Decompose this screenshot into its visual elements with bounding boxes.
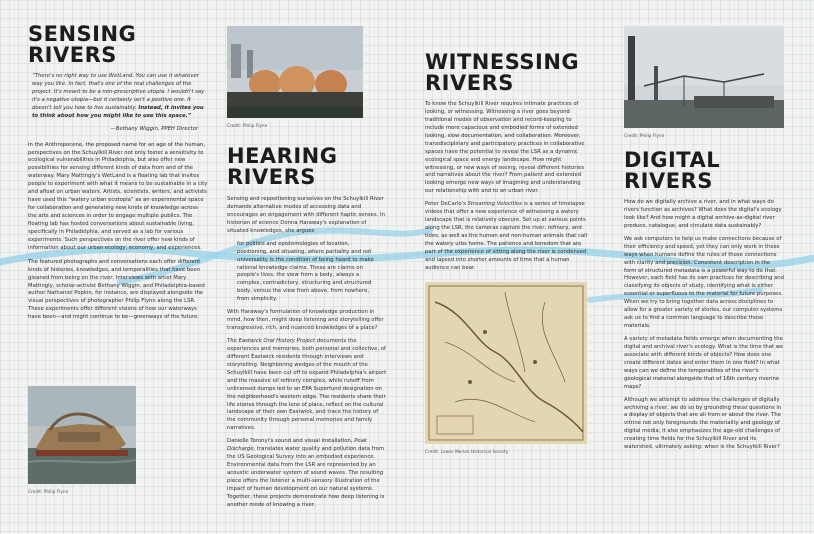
- witnessing-paragraph-2-a: Peter DeCarlo's: [425, 201, 468, 208]
- witnessing-paragraph-2-b: is a series of timelapse videos that offer a new experience of witnessing a watery landscape that is relatively obscure. Set up at various points along the LSR, the cameras capture the river, refinery, and tides, as well as the human and non-human animals that call the watery urbs home. The patience and boredom that are part of the experience of sitting along the river is condensed and lapsed into shorter amounts of time that a human audience can bear.: [425, 201, 588, 271]
- hearing-paragraph-2: With Haraway's formulation of knowledge production in mind, how then, might deep listening and storytelling offer transgressive, rich, and nuanced knowledges of a place?: [227, 309, 384, 332]
- hearing-paragraph-3-text: documents the experiences and memories, both personal and collective, of different Eastwick residents through interviews and storytelling. Neighboring wedges of the mouth of the Schuylkill have been cut off to expand Philadelphia's airport and the massive oil refinery complex, while runoff from unlicensed dumps led to an EPA Superfund designation on the neighborhood's western edge. The residents share their life stories through the lens of place, reflect on the cultural landscape of their own Eastwick, and trace the history of the community through personal memories and family narratives.: [227, 338, 387, 432]
- witnessing-paragraph-2: [425, 201, 591, 272]
- sensing-quote: [32, 73, 208, 121]
- sensing-rivers-column: [28, 24, 208, 327]
- hearing-paragraph-4: [227, 438, 387, 509]
- sensing-photo-block: [28, 386, 136, 495]
- sensing-attribution: —Bethany Wiggin, PPEH Director: [110, 125, 198, 132]
- hearing-photo-credit: Credit: Philip Flynn: [227, 124, 268, 129]
- hearing-title-line-1: HEARING: [227, 144, 338, 168]
- sensing-quote-text: “There's no right way to use WetLand. You can use it whatever way you like. In fact, that's one of the real challenges of the project. It's meant to be a non-prescriptive utopia. I wouldn't say it's a negative utopia—but it certainly isn't a positive one. It doesn't tell you how to live sustainably.: [32, 73, 205, 111]
- hearing-photo-block: [227, 26, 363, 129]
- hearing-title: [227, 146, 387, 188]
- digital-rivers-column: [624, 150, 784, 457]
- witnessing-paragraph-1: To know the Schuylkill River requires intimate practices of looking, or witnessing. Witnessing a river goes beyond traditional modes of observation and record-keeping to include more capacious and embodied forms of extended looking, slow documentation, and collaboration. Moreover, transdisciplinary and participatory practices in collaborative spaces have the potential to reveal the LSR as a dynamic ecological space and energy landscape. How might witnessing, or new ways of seeing, reveal different histories and narratives about the river? From patient and extended looking emerge new ways of imagining and understanding our relationship with and to an urban river.: [425, 101, 585, 195]
- witnessing-map-credit: Credit: Lower Merion Historical Society: [425, 450, 509, 455]
- digital-title-line-1: DIGITAL: [624, 148, 721, 172]
- witnessing-rivers-column: [425, 52, 591, 278]
- hearing-paragraph-4-b: , translates water quality and pollution data from the US Geological Survey into an embodied experience. Environmental data from the LSR are represented by an acoustic underwater system of sound waves. The resulting piece offers the listener a multi-sensory illustration of the impact of human development on our natural systems. Together, these projects demonstrate how deep listening is another mode of knowing a river.: [227, 446, 385, 508]
- digital-paragraph-3: A variety of metadata fields emerge when documenting the digital and archival river's ecology. What is the time that we associate with different kinds of objects? How does one create different dates and enter them in one field? In what ways can we define the temporalities of the river's geological material alongside that of 16th century riverine maps?: [624, 336, 784, 390]
- refinery-tanks-photo: [227, 26, 363, 118]
- sensing-title-line-2: RIVERS: [28, 43, 117, 67]
- smokestack-photo: [624, 26, 784, 128]
- hearing-title-line-2: RIVERS: [227, 165, 316, 189]
- digital-paragraph-1: How do we digitally archive a river, and in what ways do rivers function as archives? What does the digital's ecology look like? And how might a digital archive-as-digital river produce, catalogue, and circulate data sustainably?: [624, 199, 782, 229]
- hearing-rivers-column: [227, 146, 387, 515]
- digital-paragraph-4: Although we attempt to address the challenges of digitally archiving a river, we do so by grounding these questions in a display of objects that are all from or about the river. The vitrine not only foregrounds the materiality and geology of digital media; it also emphasizes the age-old challenges of creating time fields for the Schuylkill River and its watershed, ultimately asking: when is the Schuylkill River?: [624, 396, 782, 451]
- hearing-paragraph-3: [227, 338, 387, 433]
- witnessing-title-line-1: WITNESSING: [425, 50, 580, 74]
- hearing-paragraph-4-a: Danielle Toronyi's sound and visual installation,: [227, 438, 355, 445]
- streaming-velocities-title: Streaming Velocities: [467, 201, 522, 208]
- historical-river-map: [425, 282, 587, 444]
- wetland-boat-photo: [28, 386, 136, 484]
- sensing-paragraph-2: The featured photographs and conversations each offer different kinds of histories, knowledges, and temporalities that have been gleaned from being on the river: Interviews with artist Mary Mattingly, scholar-activist Bethany Wiggin, and Philadelphia-based author Nathaniel Popkin, for instance, are displayed alongside the visual perspectives of photographer Philip Flynn along the LSR. These experiments offer different visions of how our waterways have been—and might continue to be—greenways of the future.: [28, 258, 205, 321]
- digital-photo-block: [624, 26, 784, 139]
- sensing-quote-bold: Instead, it invites you to think about how you might like to use this space.”: [32, 104, 204, 119]
- witnessing-map-block: [425, 282, 587, 455]
- peak-discharge-title: Peak Discharge: [227, 438, 367, 453]
- sensing-title-line-1: SENSING: [28, 22, 137, 46]
- eastwick-project-title: The Eastwick Oral History Project: [227, 338, 316, 344]
- digital-paragraph-2: We ask computers to help us make connections because of their efficiency and speed, yet they can only work in these ways when humans define the rules of those connections with clarity and precision. Consistent description in the form of structured metadata is a powerful way to do that. However, each field has its own practices for describing and classifying its objects of study, identifying what is either essential or superfluous to the material for future purposes. When we try to bring together data across disciplines to allow for a greater variety of stories, our computer systems ask us to find a common language to describe those materials.: [624, 235, 784, 330]
- digital-title: [624, 150, 784, 192]
- sensing-photo-credit: Credit: Philip Flynn: [28, 490, 69, 495]
- sensing-paragraph-1: In the Anthropocene, the proposed name for an age of the human, perspectives on the Schuylkill River not only foster a sensitivity to ecological vulnerabilities in Philadelphia, but also offer new possibilities for sensing different kinds of data from and of the waterway. Mary Mattingly's WetLand is a floating lab that invites people to experiment with what it means to be sustainable in a city and afloat on urban waters. Artists, scientists, writers, and activists have used this “watery urban ecotopia” as an experimental space for collaboration and generating new kinds of knowledge across the arts and sciences in order to engage multiple publics. The floating lab has hosted conversations about sustainable living, specifically in Philadelphia, and served as a lab for various experiments. Such perspectives on the river offer new kinds of information about our urban ecology, economy, and experiences.: [28, 141, 208, 251]
- hearing-paragraph-1: Sensing and repositioning ourselves on the Schuylkill River demands alternative modes of accessing data and encourages an engagement with different haptic senses. In historian of science Donna Haraway's explanation of situated knowledges, she argues: [227, 196, 385, 234]
- digital-title-line-2: RIVERS: [624, 169, 713, 193]
- witnessing-title: [425, 52, 591, 94]
- hearing-haraway-quote: for politics and epistemologies of location, positioning, and situating, where partiality and not universality is the condition of being heard to make rational knowledge claims. These are claims on people's lives, the view from a body, always a complex, contradictory, structuring and structured body, versus the view from above, from nowhere, from simplicity.: [237, 240, 374, 303]
- sensing-title: [28, 24, 208, 66]
- witnessing-title-line-2: RIVERS: [425, 71, 514, 95]
- digital-photo-credit: Credit: Philip Flynn: [624, 134, 665, 139]
